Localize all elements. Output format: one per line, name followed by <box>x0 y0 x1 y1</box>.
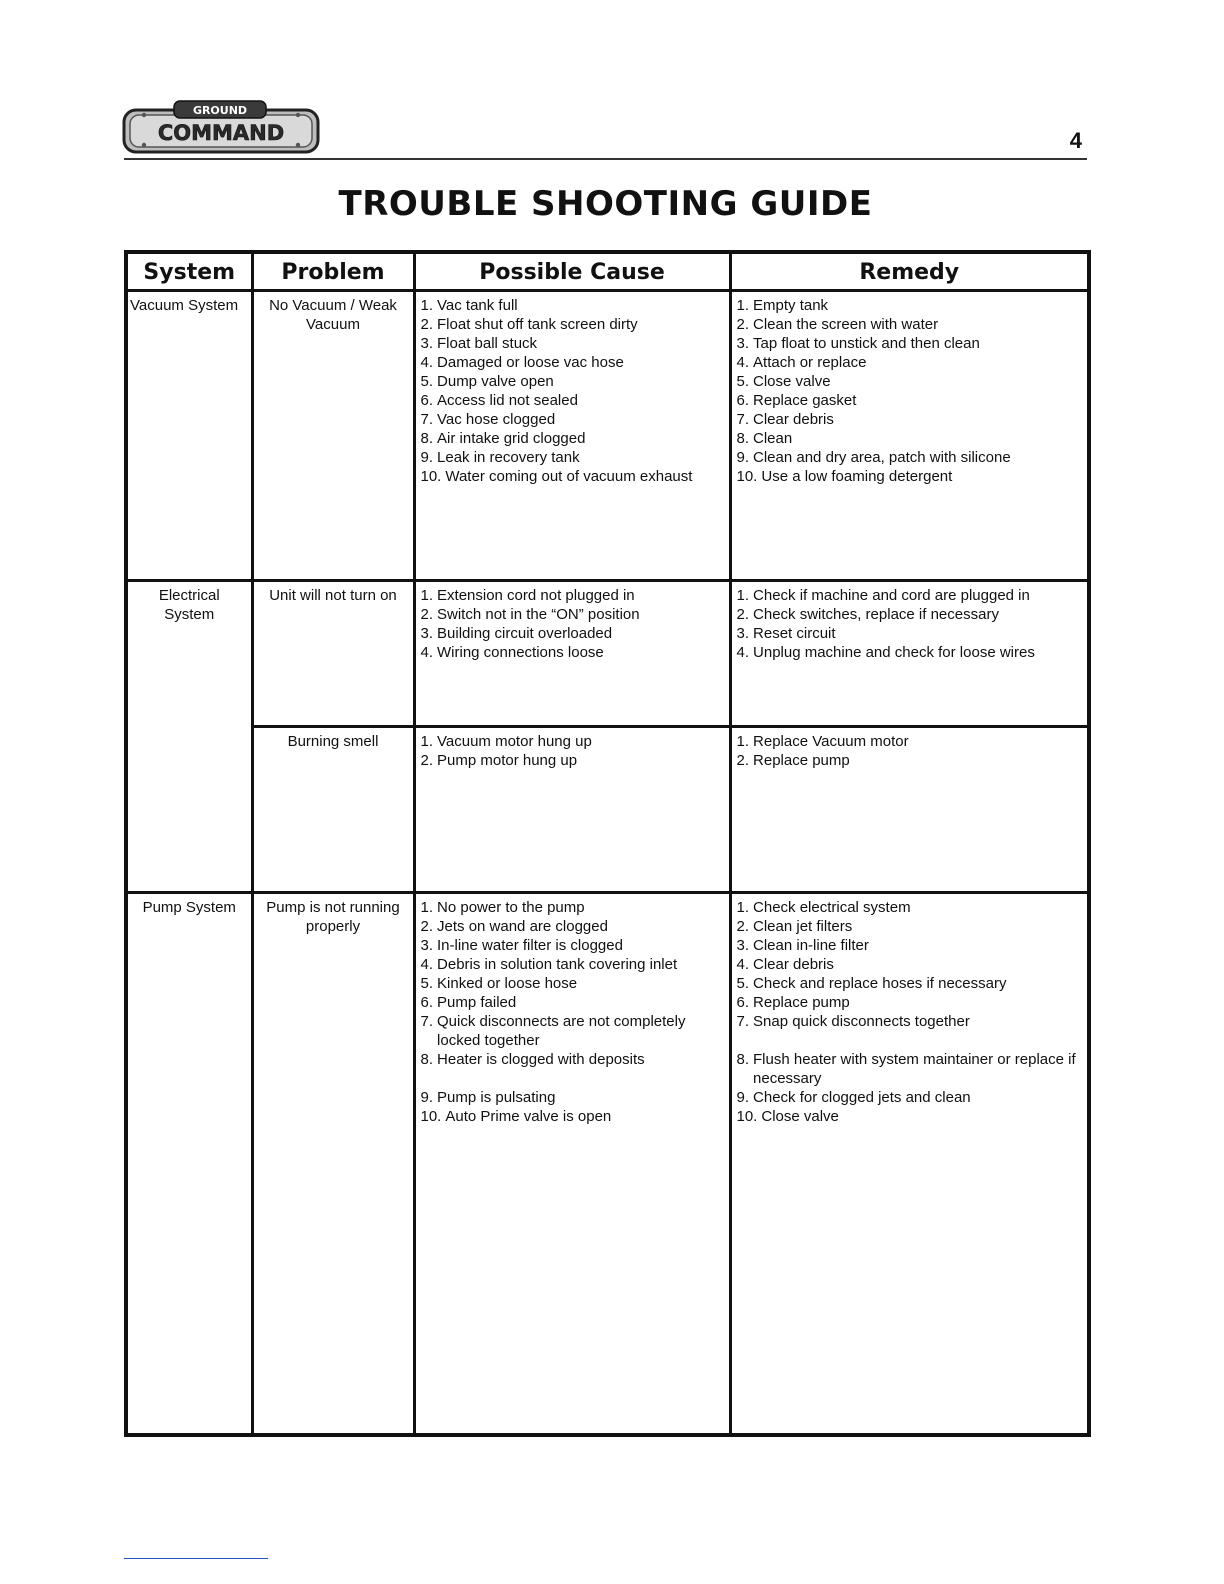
list-item-number: 5. <box>736 373 750 390</box>
list-item <box>737 936 1084 955</box>
list-item <box>737 372 1084 391</box>
table-row <box>126 581 1089 727</box>
list-item <box>737 334 1084 353</box>
list-item-text: Replace pump <box>753 752 850 769</box>
header-divider <box>124 158 1087 160</box>
list-item-number: 4. <box>736 644 750 661</box>
system-cell: Pump System <box>126 893 252 1436</box>
list-item <box>421 643 725 662</box>
page-title: TROUBLE SHOOTING GUIDE <box>338 184 873 224</box>
list-item-text: Close valve <box>761 1108 839 1125</box>
list-item <box>421 605 725 624</box>
list-item-number: 1. <box>420 297 434 314</box>
ground-command-logo <box>122 100 320 156</box>
list-item <box>737 1050 1084 1088</box>
list-item <box>737 296 1084 315</box>
list-item-number: 1. <box>736 587 750 604</box>
list-item-text: No power to the pump <box>437 899 585 916</box>
list-item-text: Vacuum motor hung up <box>437 733 592 750</box>
column-header-possible-cause: Possible Cause <box>414 252 730 291</box>
list-item-number: 3. <box>736 937 750 954</box>
list-item-text: Clean in-line filter <box>753 937 869 954</box>
list-item-number: 4. <box>420 956 434 973</box>
system-cell: Electrical System <box>126 581 252 893</box>
table-row <box>126 291 1089 581</box>
list-item-number: 10. <box>420 468 442 485</box>
column-header-system: System <box>126 252 252 291</box>
list-item-text: Reset circuit <box>753 625 836 642</box>
list-item <box>737 605 1084 624</box>
list-item-number: 2. <box>420 316 434 333</box>
list-item-number: 1. <box>736 297 750 314</box>
list-item-text: Replace pump <box>753 994 850 1011</box>
list-item-number: 6. <box>420 994 434 1011</box>
list-item <box>421 1088 725 1107</box>
list-item-text: Vac tank full <box>437 297 518 314</box>
causes-cell <box>414 893 730 1436</box>
table-header-row <box>126 252 1089 291</box>
list-item-number: 10. <box>736 468 758 485</box>
list-item-text: Jets on wand are clogged <box>437 918 608 935</box>
list-item <box>421 429 725 448</box>
list-item-text: Air intake grid clogged <box>437 430 586 447</box>
list-item-number: 6. <box>736 994 750 1011</box>
list-item <box>737 751 1084 770</box>
list-item-text: In-line water filter is clogged <box>437 937 623 954</box>
list-item-number: 2. <box>736 752 750 769</box>
logo-ground-text: GROUND <box>192 104 248 117</box>
list-item-number: 3. <box>420 625 434 642</box>
list-item <box>421 917 725 936</box>
list-item-text: Dump valve open <box>437 373 554 390</box>
list-item <box>421 955 725 974</box>
list-item-text: Quick disconnects are not completely locked together <box>437 1013 686 1049</box>
list-item <box>737 448 1084 467</box>
list-item <box>737 1012 1084 1031</box>
list-item <box>737 410 1084 429</box>
list-item <box>421 974 725 993</box>
list-item-number: 4. <box>736 956 750 973</box>
list-item-number: 2. <box>736 918 750 935</box>
list-item-number: 6. <box>420 392 434 409</box>
list-item-text: Clean jet filters <box>753 918 853 935</box>
list-item-number: 8. <box>736 1051 750 1068</box>
list-item-number: 5. <box>420 975 434 992</box>
list-item <box>421 751 725 770</box>
causes-cell <box>414 291 730 581</box>
problem-cell: Burning smell <box>252 727 414 893</box>
list-item-text: Empty tank <box>753 297 829 314</box>
list-item-text: Wiring connections loose <box>437 644 604 661</box>
list-item-text: Check electrical system <box>753 899 911 916</box>
list-item-number: 10. <box>736 1108 758 1125</box>
list-item-text: Clear debris <box>753 956 834 973</box>
remedies-cell <box>730 893 1089 1436</box>
list-item-number: 9. <box>736 449 750 466</box>
list-item-number: 1. <box>736 899 750 916</box>
problem-cell: Unit will not turn on <box>252 581 414 727</box>
list-item-text: Heater is clogged with deposits <box>437 1051 645 1068</box>
remedies-cell <box>730 727 1089 893</box>
list-item-number: 10. <box>420 1108 442 1125</box>
list-item-text: Use a low foaming detergent <box>761 468 953 485</box>
list-item-number: 1. <box>420 587 434 604</box>
list-item <box>421 296 725 315</box>
list-item-number: 2. <box>736 316 750 333</box>
list-item-text: Replace gasket <box>753 392 857 409</box>
list-item-number: 2. <box>420 606 434 623</box>
list-item <box>421 391 725 410</box>
problem-cell: Pump is not running properly <box>252 893 414 1436</box>
list-item <box>421 410 725 429</box>
list-item <box>421 993 725 1012</box>
list-item-number: 8. <box>736 430 750 447</box>
list-item-text: Access lid not sealed <box>437 392 578 409</box>
list-item <box>737 353 1084 372</box>
list-item <box>421 898 725 917</box>
list-item-text: Switch not in the “ON” position <box>437 606 640 623</box>
list-item-number: 7. <box>420 411 434 428</box>
remedies-cell <box>730 581 1089 727</box>
list-item-number: 9. <box>736 1089 750 1106</box>
page-number: 4 <box>1069 128 1082 153</box>
list-item <box>737 1088 1084 1107</box>
list-item <box>737 467 1084 486</box>
system-cell: Vacuum System <box>126 291 252 581</box>
list-item-number: 2. <box>736 606 750 623</box>
list-item-number: 8. <box>420 1051 434 1068</box>
list-item-text: Debris in solution tank covering inlet <box>437 956 678 973</box>
list-item-text: Clean the screen with water <box>753 316 939 333</box>
troubleshooting-table <box>124 250 1091 1437</box>
list-item <box>737 429 1084 448</box>
list-item-text: Clean and dry area, patch with silicone <box>753 449 1011 466</box>
list-item-text: Float shut off tank screen dirty <box>437 316 638 333</box>
list-item-number: 5. <box>736 975 750 992</box>
list-item <box>421 624 725 643</box>
list-item <box>737 391 1084 410</box>
table-row <box>126 727 1089 893</box>
table-row <box>126 893 1089 1436</box>
list-item-number: 3. <box>420 335 434 352</box>
list-item-text: Clean <box>753 430 793 447</box>
list-item <box>737 643 1084 662</box>
list-item-number: 4. <box>420 644 434 661</box>
list-item-text: Check and replace hoses if necessary <box>753 975 1007 992</box>
list-item-text: Tap float to unstick and then clean <box>753 335 980 352</box>
list-item <box>737 955 1084 974</box>
list-item-text: Snap quick disconnects together <box>753 1013 970 1030</box>
list-item-number: 2. <box>420 918 434 935</box>
list-item-number: 7. <box>420 1013 434 1030</box>
problem-cell: No Vacuum / Weak Vacuum <box>252 291 414 581</box>
list-item <box>421 1050 725 1069</box>
list-item-number: 4. <box>420 354 434 371</box>
list-item <box>421 448 725 467</box>
list-item-text: Extension cord not plugged in <box>437 587 635 604</box>
list-item-text: Damaged or loose vac hose <box>437 354 624 371</box>
list-item-text: Auto Prime valve is open <box>445 1108 612 1125</box>
list-item-text: Float ball stuck <box>437 335 538 352</box>
list-item <box>737 898 1084 917</box>
list-item-number: 9. <box>420 1089 434 1106</box>
list-item <box>737 993 1084 1012</box>
list-item <box>421 1012 725 1050</box>
list-item-number: 5. <box>420 373 434 390</box>
list-item-text: Pump failed <box>437 994 517 1011</box>
list-item-text: Flush heater with system maintainer or replace if necessary <box>753 1051 1076 1087</box>
list-item-number: 9. <box>420 449 434 466</box>
list-item-text: Pump is pulsating <box>437 1089 556 1106</box>
list-item <box>737 917 1084 936</box>
list-item-text: Kinked or loose hose <box>437 975 578 992</box>
list-item <box>421 732 725 751</box>
list-item <box>421 334 725 353</box>
list-item <box>737 586 1084 605</box>
list-item-text: Vac hose clogged <box>437 411 556 428</box>
list-item-text: Building circuit overloaded <box>437 625 613 642</box>
list-item <box>737 974 1084 993</box>
list-item-text: Water coming out of vacuum exhaust <box>445 468 693 485</box>
causes-cell <box>414 581 730 727</box>
list-item-text: Unplug machine and check for loose wires <box>753 644 1035 661</box>
list-item-text: Check for clogged jets and clean <box>753 1089 971 1106</box>
list-item <box>421 936 725 955</box>
logo-command-text: COMMAND <box>157 121 285 145</box>
list-item <box>737 624 1084 643</box>
remedies-cell <box>730 291 1089 581</box>
list-item-number: 1. <box>420 733 434 750</box>
footer-link-underline <box>124 1558 268 1559</box>
list-item <box>737 1107 1084 1126</box>
list-item-text: Replace Vacuum motor <box>753 733 909 750</box>
list-item-text: Check switches, replace if necessary <box>753 606 999 623</box>
list-item-number: 1. <box>736 733 750 750</box>
list-item <box>421 353 725 372</box>
list-item-number: 3. <box>736 335 750 352</box>
causes-cell <box>414 727 730 893</box>
list-item <box>421 315 725 334</box>
list-item-number: 7. <box>736 1013 750 1030</box>
list-item-number: 3. <box>420 937 434 954</box>
list-item <box>421 467 725 486</box>
list-item <box>421 586 725 605</box>
list-item-text: Pump motor hung up <box>437 752 578 769</box>
list-item-number: 2. <box>420 752 434 769</box>
list-item <box>421 372 725 391</box>
list-item-text: Clear debris <box>753 411 834 428</box>
list-item-text: Attach or replace <box>753 354 867 371</box>
list-item-number: 4. <box>736 354 750 371</box>
list-item-number: 1. <box>420 899 434 916</box>
list-item-text: Leak in recovery tank <box>437 449 580 466</box>
list-item <box>737 315 1084 334</box>
list-item <box>421 1107 725 1126</box>
column-header-remedy: Remedy <box>730 252 1089 291</box>
list-item-number: 7. <box>736 411 750 428</box>
list-item-text: Close valve <box>753 373 831 390</box>
list-item-text: Check if machine and cord are plugged in <box>753 587 1030 604</box>
column-header-problem: Problem <box>252 252 414 291</box>
list-item-number: 8. <box>420 430 434 447</box>
list-item-number: 6. <box>736 392 750 409</box>
list-item <box>737 732 1084 751</box>
list-item-number: 3. <box>736 625 750 642</box>
